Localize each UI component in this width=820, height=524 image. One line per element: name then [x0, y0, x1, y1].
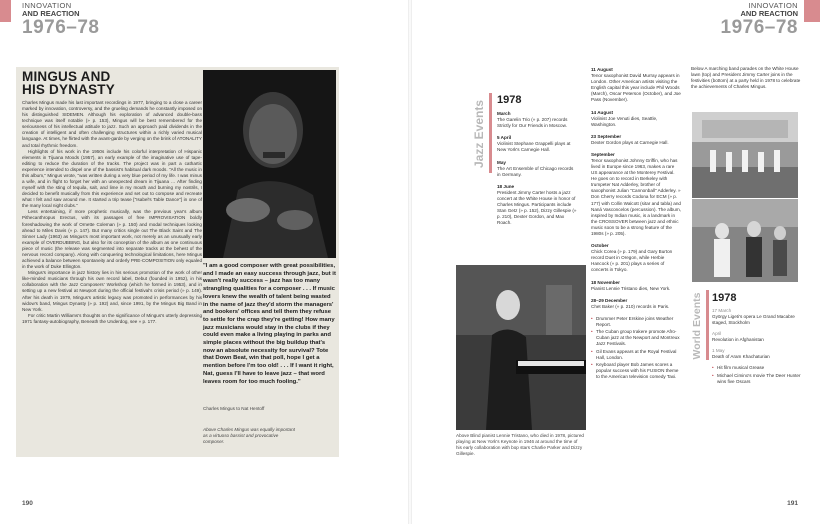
event-date: September — [591, 152, 615, 158]
header-subtitle: AND REACTION — [740, 9, 798, 18]
bullet-item: • Drummer Peter Erskine joins Weather Report. — [591, 316, 681, 328]
event-entry — [497, 160, 577, 178]
event-text: Chet Baker (» p. 210) records in Paris. — [591, 303, 670, 309]
header-years: 1976–78 — [720, 17, 798, 38]
tristano-photo — [456, 265, 586, 430]
event-entry — [591, 298, 681, 310]
event-entry — [497, 111, 577, 129]
jazz-events-bullets — [591, 316, 681, 380]
event-text: Death of Aram Khachaturian — [712, 354, 770, 360]
bullet-item: • Hit film musical Grease — [712, 365, 804, 371]
event-date: 17 March — [712, 308, 732, 313]
event-date: March — [497, 111, 511, 116]
event-text: The Art Ensemble of Chicago records in Germany. — [497, 165, 574, 177]
event-date: 14 August — [591, 109, 614, 115]
event-entry — [591, 110, 681, 128]
section-tab-right — [804, 0, 820, 22]
body-paragraph: Less entertaining, if more prophetic musically, was the previous year's album Pithecanthropus Erectus, with its passages of free IMPROVISATION boldly foreshadowing the work of Ornette Coleman (» p. 150) and modal techniques looking ahead to Miles Davis (» p. 147). But many critics single out The Black Saint and The Sinner Lady (1963) as Mingus's most important work, not merely as an unusually early example of OVERDUBBING, but also for its conception of the album as one continuous piece of music (the release was segmented into separate tracks at the behest of the nervous record company). Along with conquering technological limitations, here Mingus achieved a balance between spontaneity and orderly PRE-COMPOSITION only equaled in the work of Duke Ellington. — [22, 209, 202, 270]
jazz-events-year: 1978 — [497, 94, 522, 106]
feature-body — [22, 100, 202, 325]
world-event-entry — [712, 308, 804, 326]
event-text: Revolution in Afghanistan — [712, 337, 764, 343]
mingus-caption: Above Charles Mingus was equally important as a virtuoso bassist and provocative composer. — [203, 427, 295, 444]
event-text: Tenor saxophonist Johnny Griffin, who has lived in Europe since 1963, makes a rare US appearance at the Monterey Festival. He goes on to record in Berkeley with trumpeter Nat Adderley, brother of saxophonist Julian "Cannonball" Adderley. » Don Cherry records Codona for ECM (» p. 177) with Collin Walcott (sitar and tabla) and Naná Vasconcelos (percussion). The album, inspired by Indian music, is a landmark in the CROSSOVER between jazz and ethnic music soon to be a strong feature of the 1980s (» p. 205). — [591, 158, 681, 236]
body-paragraph: Highlights of his work in the 1950s include his colorful interpretation of Hispanic elements in Tijuana Moods (1957), an early example of the imaginative use of tape-editing to reduce the duration of the tracks. The project was in part a cathartic experience intended to dispel one of the bassist's habitual dark moods. "All the music in this album," Mingus wrote, "was written during a very blue period of my life. I was minus a wife, and in flight to forget her with an unexpected dream in Tijuana … After finding myself with the sting of tequila, salt, and lime in my mouth and burning my nostrils, I decided to benefit musically from this experience and set out to compose and recreate what I felt and saw around me. It started a trip tease ["Isabel's Table Dance"] in one of the many local night clubs." — [22, 148, 202, 209]
header-subtitle: AND REACTION — [22, 9, 80, 18]
marching-band-photo — [692, 112, 798, 198]
header-years: 1976–78 — [22, 17, 100, 38]
section-tab-left — [0, 0, 11, 22]
world-events-bullets — [712, 365, 804, 384]
world-event-entry — [712, 348, 804, 360]
running-header-left — [22, 2, 99, 38]
event-entry — [591, 243, 681, 273]
event-text: György Ligeti's opera Le Grand Macabre staged, Stockholm — [712, 314, 795, 326]
event-text: President Jimmy Carter hosts a jazz concert at the White House in honor of Charles Mingus. Participants include Stan Getz (» p. 152), Dizzy Gillespie (» p. 210), Dexter Gordon, and Max Roach. — [497, 189, 577, 226]
event-text: Violinist Stephane Grappelli plays at New York's Carnegie Hall. — [497, 141, 571, 153]
running-header-right — [721, 2, 798, 38]
body-paragraph: Mingus's importance in jazz history lies in his serious promotion of the work of other like-minded musicians through his own record label, Debut (founded in 1952), in his collaboration with the Jazz Composers' Workshop (which he formed in 1953), and in setting up a new festival at Newport during the official festival's crisis period (» p. 149). After his death in 1979, Mingus's artistic legacy was promoted in performances by his widow's band, Mingus Dynasty (» p. 192) and, since 1991, by the Mingus Big Band in New York. — [22, 270, 202, 312]
event-text: The Garelin Trio (» p. 207) records Strictly for Our Friends in Moscow. — [497, 117, 568, 129]
event-entry — [591, 134, 681, 146]
event-date: 5 April — [497, 135, 512, 141]
band-caption: Below A marching band parades on the White House lawn (top) and President Jimmy Carter joins in the festivities (bottom) at a party held in 1978 to celebrate the achievements of Charles Mingus. — [691, 66, 801, 90]
event-entry — [497, 184, 577, 226]
header-kicker: INNOVATION — [748, 1, 798, 10]
event-date: 23 September — [591, 133, 622, 139]
feature-title-line: MINGUS AND — [22, 69, 111, 84]
jazz-events-label — [470, 96, 488, 172]
page-number-left: 190 — [22, 500, 33, 507]
mingus-photo — [203, 70, 336, 258]
jazz-events-column-1 — [497, 111, 577, 233]
jazz-events-column-2 — [591, 67, 681, 381]
feature-title-line: HIS DYNASTY — [22, 82, 115, 97]
pull-quote: "I am a good composer with great possibilities, and I made an easy success through jazz, but it wasn't really success – jazz has too many strangling qualities for a composer . . . If music lovers knew the wealth of talent being wasted in the name of jazz they'd storm the managers' and bookers' offices and tell them they refuse to settle for the crap they're getting! How many jazz musicians would stay in the clubs if they could even make a living playing in parks and simple places without the big buildup that's now an absolute necessity for survival? Tote that Down Beat, win that poll, hope I get a mention before I'm too old! . . . If I want it right, Nat, guess I'll have to leave jazz – that word leaves room for too much fooling." — [203, 263, 336, 385]
world-events-year: 1978 — [712, 292, 737, 304]
event-date: 18 June — [497, 183, 515, 189]
quote-attribution: Charles Mingus to Nat Hentoff — [203, 406, 265, 411]
jazz-events-label-text: Jazz Events — [472, 99, 486, 169]
event-date: April — [712, 331, 722, 337]
bullet-item: • Michael Cimino's movie The Deer Hunter wins five Oscars — [712, 373, 804, 385]
band-caption-column — [691, 66, 801, 90]
header-kicker: INNOVATION — [22, 1, 72, 10]
feature-title — [22, 70, 172, 96]
body-paragraph: For critic Martin Williams's thoughts on the significance of Mingus's utterly depressing 1971 fantasy-autobiography, Beneath the Underdog, see » p. 177. — [22, 312, 202, 324]
bullet-item: • Keyboard player Bob James scores a popular success with his FUSION theme to the American television comedy Taxi. — [591, 362, 681, 380]
world-events-label-text: World Events — [691, 292, 703, 360]
event-text: Violinist Joe Venuti dies, Seattle, Washington. — [591, 115, 658, 127]
event-text: Dexter Gordon plays at Carnegie Hall. — [591, 139, 669, 145]
body-paragraph: Charles Mingus made his last important recordings in 1977, bringing to a close a career marked by innovation, controversy, and the grueling demands he constantly imposed on his distinguished SIDEMEN. Although his exploration of advanced double-bass technique was itself notable (» p. 153), Mingus will be best remembered for the seriousness of his intellectual attitude to jazz. Such an approach paid dividends in the creation of intelligent and often challenging structures within a richly varied musical language. At times, he flirted with the avant-garde by verging on the brink of ATONALITY and total rhythmic freedom. — [22, 100, 202, 148]
event-text: Chick Corea (» p. 179) and Gary Burton record Duet in Oregon, while Herbie Hancock (» p. 201) plays a series of concerts in Tokyo. — [591, 249, 673, 273]
event-date: October — [591, 243, 609, 249]
event-date: 11 August — [591, 67, 613, 72]
jazz-events-accent-bar — [489, 93, 492, 173]
event-entry — [497, 135, 577, 153]
bullet-item: • The Cuban group Irakere promote Afro-Cuban jazz at the Newport and Montreux Jazz Festivals. — [591, 329, 681, 347]
event-date: May — [497, 159, 506, 165]
event-date: 1 May — [712, 348, 725, 354]
event-entry — [591, 67, 681, 103]
event-entry — [591, 152, 681, 237]
tristano-caption: Above Blind pianist Lennie Tristano, who died in 1978, pictured playing at New York's Keynote in 1946 at around the time of his early collaboration with bop stars Charlie Parker and Dizzy Gillespie. — [456, 433, 584, 457]
world-events-label — [690, 293, 704, 359]
world-events-accent-bar — [706, 290, 709, 360]
carter-celebration-photo — [692, 199, 798, 282]
page-number-right: 191 — [787, 500, 798, 507]
page-gutter — [408, 0, 412, 524]
event-text: Pianist Lennie Tristano dies, New York. — [591, 285, 671, 291]
event-date: 28–29 December — [591, 297, 628, 303]
world-event-entry — [712, 331, 804, 343]
event-text: Tenor saxophonist David Murray appears in London. Other American artists visiting the English capital this year include Phil Woods (March), Oscar Peterson (October), and Joe Pass (November). — [591, 73, 681, 103]
event-entry — [591, 280, 681, 292]
world-events-column — [712, 308, 804, 386]
bullet-item: • Gil Evans appears at the Royal Festival Hall, London. — [591, 349, 681, 361]
event-date: 18 November — [591, 279, 620, 285]
